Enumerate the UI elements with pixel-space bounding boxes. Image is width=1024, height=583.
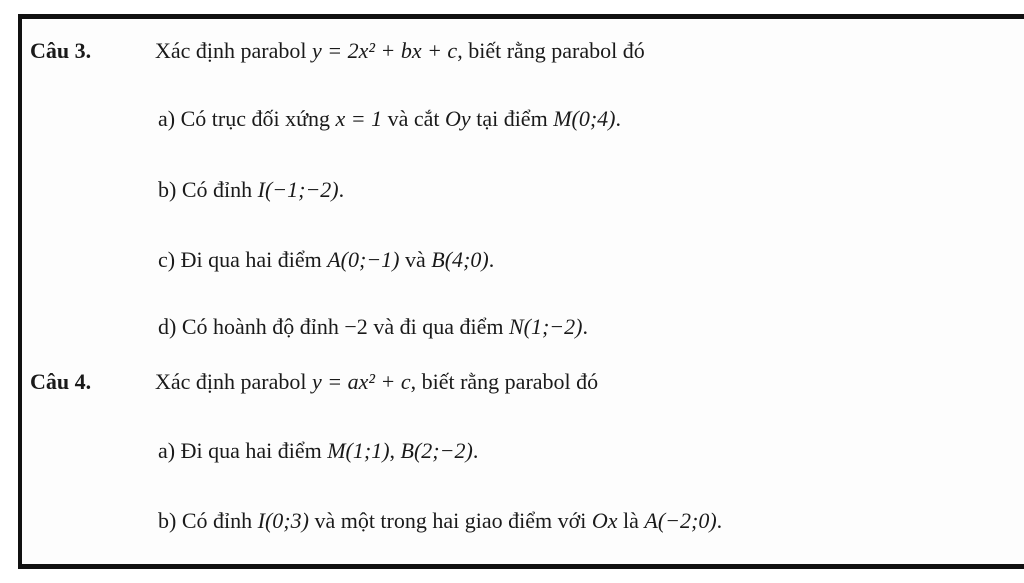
q3-intro-tail: , biết rằng parabol đó	[457, 38, 645, 63]
q3a-prefix: a) Có trục đối xứng	[158, 106, 331, 131]
question-4-intro	[155, 367, 598, 397]
q3c-point-b: B(4;0)	[431, 247, 489, 272]
q3-formula: y = 2x² + bx + c	[312, 38, 458, 63]
q3c-mid: và	[405, 247, 426, 272]
q3a-end: .	[615, 106, 621, 131]
q3c-point-a: A(0;−1)	[327, 247, 400, 272]
q4-formula: y = ax² + c	[312, 369, 411, 394]
q3a-mid: và cắt	[387, 106, 440, 131]
q4-item-a	[158, 436, 478, 466]
q4b-point-a: A(−2;0)	[644, 508, 717, 533]
question-3-label: Câu 3.	[30, 38, 92, 63]
q3d-point: N(1;−2)	[508, 314, 583, 339]
q4-intro-text: Xác định parabol	[155, 369, 307, 394]
q4-intro-tail: , biết rằng parabol đó	[410, 369, 599, 394]
q4b-prefix: b) Có đỉnh	[158, 508, 253, 533]
q4b-end: .	[716, 508, 723, 533]
q4a-point-m: M(1;1)	[327, 438, 390, 463]
q4a-sep: ,	[389, 438, 396, 463]
q3c-prefix: c) Đi qua hai điểm	[158, 247, 322, 272]
q3b-prefix: b) Có đỉnh	[158, 177, 253, 202]
q3b-end: .	[338, 177, 345, 202]
q3a-point: M(0;4)	[553, 106, 616, 131]
q3-intro-text: Xác định parabol	[155, 38, 307, 63]
question-4-label: Câu 4.	[30, 369, 92, 394]
q3-item-a	[158, 104, 621, 134]
question-3-intro	[155, 36, 645, 66]
q4a-point-b: B(2;−2)	[400, 438, 473, 463]
q3-item-c	[158, 245, 494, 275]
q3b-point: I(−1;−2)	[257, 177, 339, 202]
q3c-end: .	[488, 247, 495, 272]
q3-item-d	[158, 312, 588, 342]
q4b-point-i: I(0;3)	[257, 508, 309, 533]
q3-item-b	[158, 175, 344, 205]
q3d-value: −2	[344, 314, 368, 339]
q4b-ox: Ox	[591, 508, 618, 533]
q4a-prefix: a) Đi qua hai điểm	[158, 438, 322, 463]
q4a-end: .	[472, 438, 479, 463]
q3a-oy: Oy	[445, 106, 471, 131]
q3a-axis: x = 1	[335, 106, 383, 131]
q3d-prefix: d) Có hoành độ đỉnh	[158, 314, 339, 339]
q4b-mid2: là	[623, 508, 639, 533]
q4b-mid: và một trong hai giao điểm với	[314, 508, 587, 533]
problem-frame	[18, 14, 1024, 569]
q3d-mid: và đi qua điểm	[373, 314, 504, 339]
q3d-end: .	[582, 314, 588, 339]
q4-item-b	[158, 506, 722, 536]
q3a-mid2: tại điểm	[476, 106, 548, 131]
